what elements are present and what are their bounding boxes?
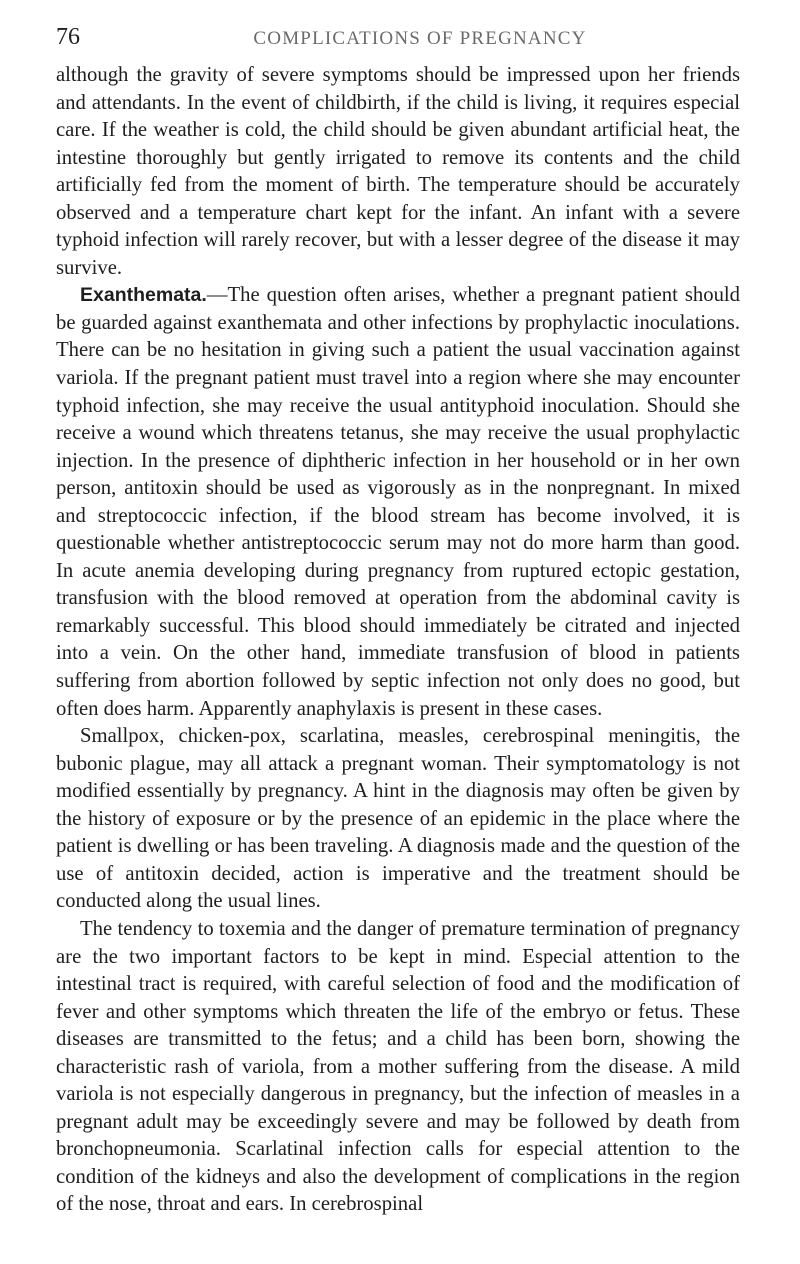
paragraph-toxemia-text: The tendency to toxemia and the danger of premature termination of pregnancy are the two important factors to be kept in mind. Especial attention to the intestinal tract is required, with careful selection of food and the modification of fever and other symptoms which threaten the life of the embryo or fetus. These diseases are transmitted to the fetus; and a child has been born, showing the characteristic rash of variola, from a mother suffering from the disease. A mild variola is not especially dangerous in pregnancy, but the infection of measles in a pregnant adult may be exceedingly severe and may be followed by death from bronchopneumonia. Scarlatinal infection calls for especial attention to the condition of the kidneys and also the development of complications in the region of the nose, throat and ears. In cerebrospinal xyxy=(56,917,740,1216)
paragraph-exanthemata xyxy=(56,282,740,723)
paragraph-smallpox-text: Smallpox, chicken-pox, scarlatina, measles, cerebrospinal meningitis, the bubonic plague, may all attack a pregnant woman. Their symptomatology is not modified essentially by pregnancy. A hint in the diagnosis may often be given by the history of exposure or by the presence of an epidemic in the place where the patient is dwelling or has been traveling. A diagnosis made and the question of the use of antitoxin decided, action is imperative and the treatment should be conducted along the usual lines. xyxy=(56,725,740,913)
paragraph-smallpox xyxy=(56,723,740,916)
section-heading-exanthemata: Exanthemata. xyxy=(80,284,207,307)
page-header xyxy=(56,20,744,60)
paragraph-1 xyxy=(56,62,740,282)
paragraph-exanthemata-text: —The question often arises, whether a pregnant patient should be guarded against exanthemata and other infections by prophylactic inoculations. There can be no hesitation in giving such a patient the usual vaccination against variola. If the pregnant patient must travel into a region where she may encounter typhoid infection, she may receive the usual antityphoid inoculation. Should she receive a wound which threatens tetanus, she may receive the usual prophylactic injection. In the presence of diphtheric infection in her household or in her own person, antitoxin should be used as vigorously as in the nonpregnant. In mixed and streptococcic infection, if the blood stream has become involved, it is questionable whether antistreptococcic serum may not do more harm than good. In acute anemia developing during pregnancy from ruptured ectopic gestation, transfusion with the blood removed at operation from the abdominal cavity is remarkably successful. This blood should immediately be citrated and injected into a vein. On the other hand, immediate transfusion of blood in patients suffering from abortion followed by septic infection not only does no good, but often does harm. Apparently anaphylaxis is present in these cases. xyxy=(56,284,740,720)
running-head: COMPLICATIONS OF PREGNANCY xyxy=(253,28,587,49)
page-number: 76 xyxy=(56,24,80,50)
paragraph-toxemia xyxy=(56,916,740,1219)
body-text xyxy=(56,62,740,1219)
paragraph-1-text: although the gravity of severe symptoms should be impressed upon her friends and attendants. In the event of childbirth, if the child is living, it requires especial care. If the weather is cold, the child should be given abundant artificial heat, the intestine thoroughly but gently irrigated to remove its contents and the child artificially fed from the moment of birth. The temperature should be accurately observed and a temperature chart kept for the infant. An infant with a severe typhoid infection will rarely recover, but with a lesser degree of the disease it may survive. xyxy=(56,64,740,279)
